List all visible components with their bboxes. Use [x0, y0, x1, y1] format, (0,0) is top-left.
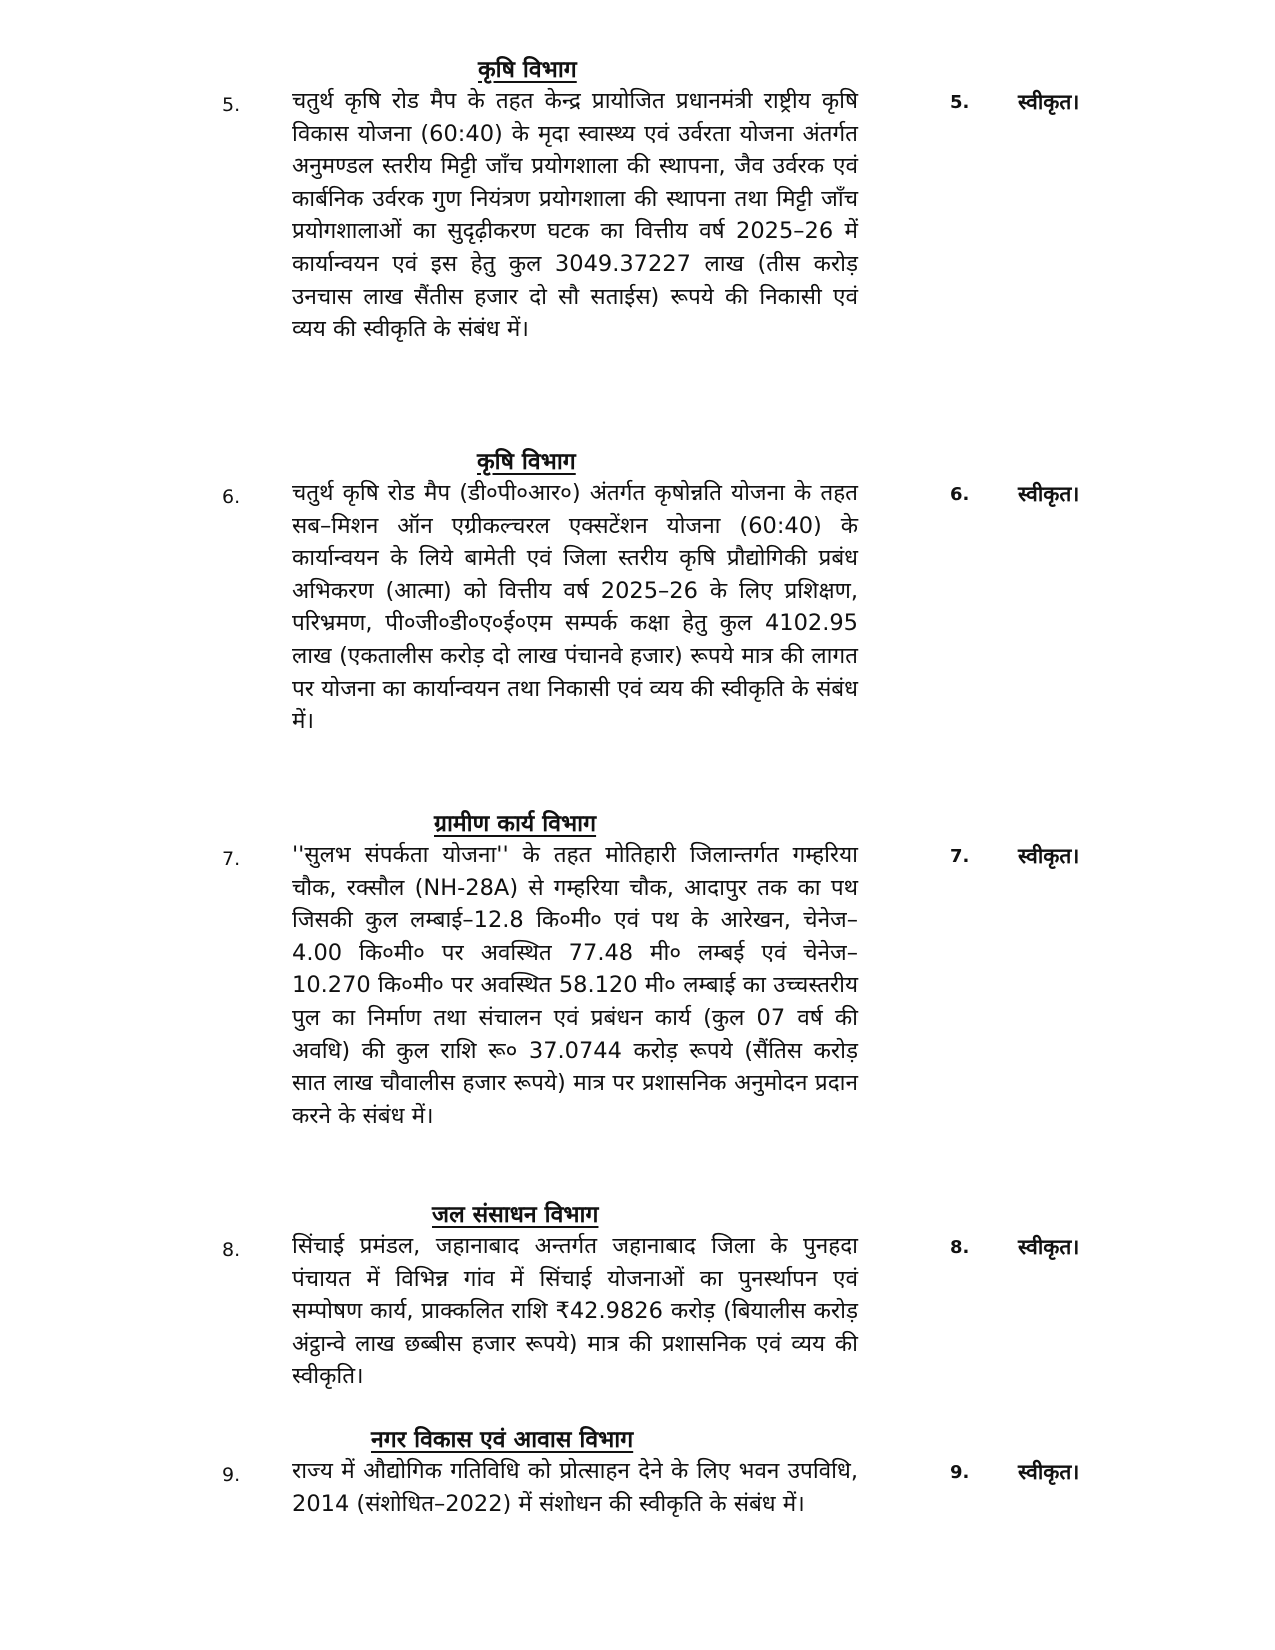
department-heading: कृषि विभाग: [478, 57, 577, 83]
result-number: 6.: [950, 484, 970, 505]
result-status: स्वीकृत।: [1018, 90, 1080, 114]
result-number: 8.: [950, 1237, 970, 1258]
item-description: चतुर्थ कृषि रोड मैप (डी०पी०आर०) अंतर्गत कृषोन्नति योजना के तहत सब–मिशन ऑन एग्रीकल्चरल एक्सटेंशन योजना (60:40) के कार्यान्वयन के लिये बामेती एवं जिला स्तरीय कृषि प्रौद्योगिकी प्रबंध अभिकरण (आत्मा) को वित्तीय वर्ष 2025–26 के लिए प्रशिक्षण, परिभ्रमण, पी०जी०डी०ए०ई०एम सम्पर्क कक्षा हेतु कुल 4102.95 लाख (एकतालीस करोड़ दो लाख पंचानवे हजार) रूपये मात्र की लागत पर योजना का कार्यान्वयन तथा निकासी एवं व्यय की स्वीकृति के संबंध में।: [292, 480, 858, 735]
department-heading: कृषि विभाग: [477, 449, 576, 475]
department-heading: ग्रामीण कार्य विभाग: [434, 811, 597, 837]
item-number: 6.: [222, 486, 241, 508]
item-description: ''सुलभ संपर्कता योजना'' के तहत मोतिहारी जिलान्तर्गत गम्हरिया चौक, रक्सौल (NH-28A) से गम्हरिया चौक, आदापुर तक का पथ जिसकी कुल लम्बाई–12.8 कि०मी० एवं पथ के आरेखन, चेनेज–4.00 कि०मी० पर अवस्थित 77.48 मी० लम्बई एवं चेनेज–10.270 कि०मी० पर अवस्थित 58.120 मी० लम्बाई का उच्चस्तरीय पुल का निर्माण तथा संचालन एवं प्रबंधन कार्य (कुल 07 वर्ष की अवधि) की कुल राशि रू० 37.0744 करोड़ रूपये (सैंतिस करोड़ सात लाख चौवालीस हजार रूपये) मात्र पर प्रशासनिक अनुमोदन प्रदान करने के संबंध में।: [292, 842, 858, 1129]
item-description: राज्य में औद्योगिक गतिविधि को प्रोत्साहन देने के लिए भवन उपविधि, 2014 (संशोधित–2022) में संशोधन की स्वीकृति के संबंध में।: [292, 1458, 858, 1517]
result-status: स्वीकृत।: [1018, 1460, 1080, 1484]
item-description: चतुर्थ कृषि रोड मैप के तहत केन्द्र प्रायोजित प्रधानमंत्री राष्ट्रीय कृषि विकास योजना (60:40) के मृदा स्वास्थ्य एवं उर्वरता योजना अंतर्गत अनुमण्डल स्तरीय मिट्टी जाँच प्रयोगशाला की स्थापना, जैव उर्वरक एवं कार्बनिक उर्वरक गुण नियंत्रण प्रयोगशाला की स्थापना तथा मिट्टी जाँच प्रयोगशालाओं का सुदृढ़ीकरण घटक का वित्तीय वर्ष 2025–26 में कार्यान्वयन एवं इस हेतु कुल 3049.37227 लाख (तीस करोड़ उनचास लाख सैंतीस हजार दो सौ सताईस) रूपये की निकासी एवं व्यय की स्वीकृति के संबंध में।: [292, 88, 858, 343]
item-number: 9.: [222, 1464, 241, 1486]
result-number: 9.: [950, 1462, 970, 1483]
result-status: स्वीकृत।: [1018, 844, 1080, 868]
department-heading: जल संसाधन विभाग: [432, 1202, 599, 1228]
result-status: स्वीकृत।: [1018, 482, 1080, 506]
result-status: स्वीकृत।: [1018, 1235, 1080, 1259]
item-number: 8.: [222, 1239, 241, 1261]
result-number: 5.: [950, 92, 970, 113]
item-number: 7.: [222, 848, 241, 870]
department-heading: नगर विकास एवं आवास विभाग: [371, 1427, 634, 1453]
item-description: सिंचाई प्रमंडल, जहानाबाद अन्तर्गत जहानाबाद जिला के पुनहदा पंचायत में विभिन्न गांव में सिंचाई योजनाओं का पुनर्स्थापन एवं सम्पोषण कार्य, प्राक्कलित राशि ₹42.9826 करोड़ (बियालीस करोड़ अंट्ठान्वे लाख छब्बीस हजार रूपये) मात्र की प्रशासनिक एवं व्यय की स्वीकृति।: [292, 1233, 858, 1390]
item-number: 5.: [222, 94, 241, 116]
result-number: 7.: [950, 846, 970, 867]
